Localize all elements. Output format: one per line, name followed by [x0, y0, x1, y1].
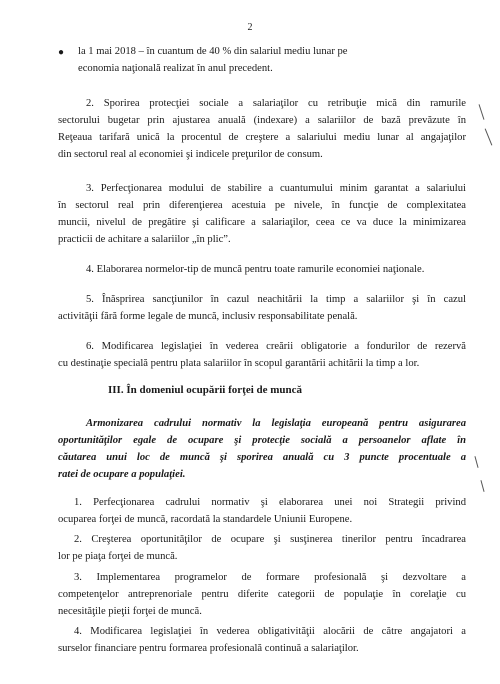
bullet-line-1: la 1 mai 2018 – în cuantum de 40 % din salariul mediu lunar pe: [78, 46, 348, 57]
item-3-line-2: competenţelor antreprenoriale pentru diferite categorii de populaţie în corelaţie cu: [58, 589, 466, 600]
paragraph-5-line-1: 5. Înăsprirea sancţiunilor în cazul neachitării la timp a salariilor şi în cazul: [86, 294, 466, 305]
paragraph-3-line-2: în sectorul real prin diferenţierea acestuia pe nivele, în funcţie de complexitatea: [58, 200, 466, 211]
paragraph-5-line-2: activităţii fără forme legale de muncă, inclusiv responsabilitate penală.: [58, 311, 358, 322]
paragraph-6-line-2: cu destinaţie specială pentru plata salariilor în scopul garantării achitării la timp a lor.: [58, 358, 420, 369]
paragraph-3-line-3: muncii, nivelul de pregătire şi calificare a salariaţilor, ceea ce va duce la minimizarea: [58, 217, 466, 228]
paragraph-2-line-1: 2. Sporirea protecţiei sociale a salariaţilor cu retribuţie mică din ramurile: [86, 98, 466, 109]
paragraph-2-line-4: din sectorul real al economiei şi indicele preţurilor de consum.: [58, 149, 323, 160]
paragraph-6-line-1: 6. Modificarea legislaţiei în vederea creării obligatorie a fondurilor de rezervă: [86, 341, 466, 352]
paragraph-2-line-2: sectorului bugetar prin ajustarea anuală (indexare) a salariilor de bază prevăzute în: [58, 115, 466, 126]
paragraph-2-line-3: Reţeaua tarifară unică la procentul de creştere a salariului mediu lunar al angajaţilor: [58, 132, 466, 143]
item-2-line-1: 2. Creşterea oportunităţilor de ocupare şi susţinerea tinerilor pentru încadrarea: [74, 534, 466, 545]
paragraph-3-line-4: practicii de achitare a salariilor „în plic”.: [58, 234, 231, 245]
scan-mark: [479, 104, 485, 120]
item-4-line-2: surselor financiare pentru formarea profesională continuă a salariaţilor.: [58, 643, 359, 654]
scan-mark: [480, 480, 484, 492]
intro-line-2: oportunităţilor egale de ocupare şi protecţie socială a persoanelor aflate în: [58, 435, 466, 446]
scan-mark: [485, 128, 493, 145]
section-heading: III. În domeniul ocupării forţei de muncă: [108, 384, 303, 396]
scan-mark: [474, 456, 478, 468]
intro-line-1: Armonizarea cadrului normativ la legislaţia europeană pentru asigurarea: [86, 418, 466, 429]
paragraph-3-line-1: 3. Perfecţionarea modului de stabilire a cuantumului minim garantat a salariului: [86, 183, 466, 194]
item-3-line-3: necesităţile pieţii forţei de muncă.: [58, 606, 202, 617]
item-4-line-1: 4. Modificarea legislaţiei în vederea obligativităţii alocării de către angajatori a: [74, 626, 466, 637]
intro-line-3: căutarea unui loc de muncă şi sporirea anuală cu 3 puncte procentuale a: [58, 452, 466, 463]
item-1-line-1: 1. Perfecţionarea cadrului normativ şi elaborarea unei noi Strategii privind: [74, 497, 466, 508]
paragraph-4: 4. Elaborarea normelor-tip de muncă pentru toate ramurile economiei naţionale.: [86, 264, 425, 275]
item-3-line-1: 3. Implementarea programelor de formare profesională şi dezvoltare a: [74, 572, 466, 583]
bullet-dot: ●: [58, 47, 65, 58]
page-number: 2: [247, 22, 253, 33]
bullet-line-2: economia naţională realizat în anul precedent.: [78, 63, 273, 74]
item-2-line-2: lor pe piaţa forţei de muncă.: [58, 551, 178, 562]
item-1-line-2: ocuparea forţei de muncă, racordată la standardele Uniunii Europene.: [58, 514, 353, 525]
intro-line-4: ratei de ocupare a populaţiei.: [58, 469, 186, 480]
